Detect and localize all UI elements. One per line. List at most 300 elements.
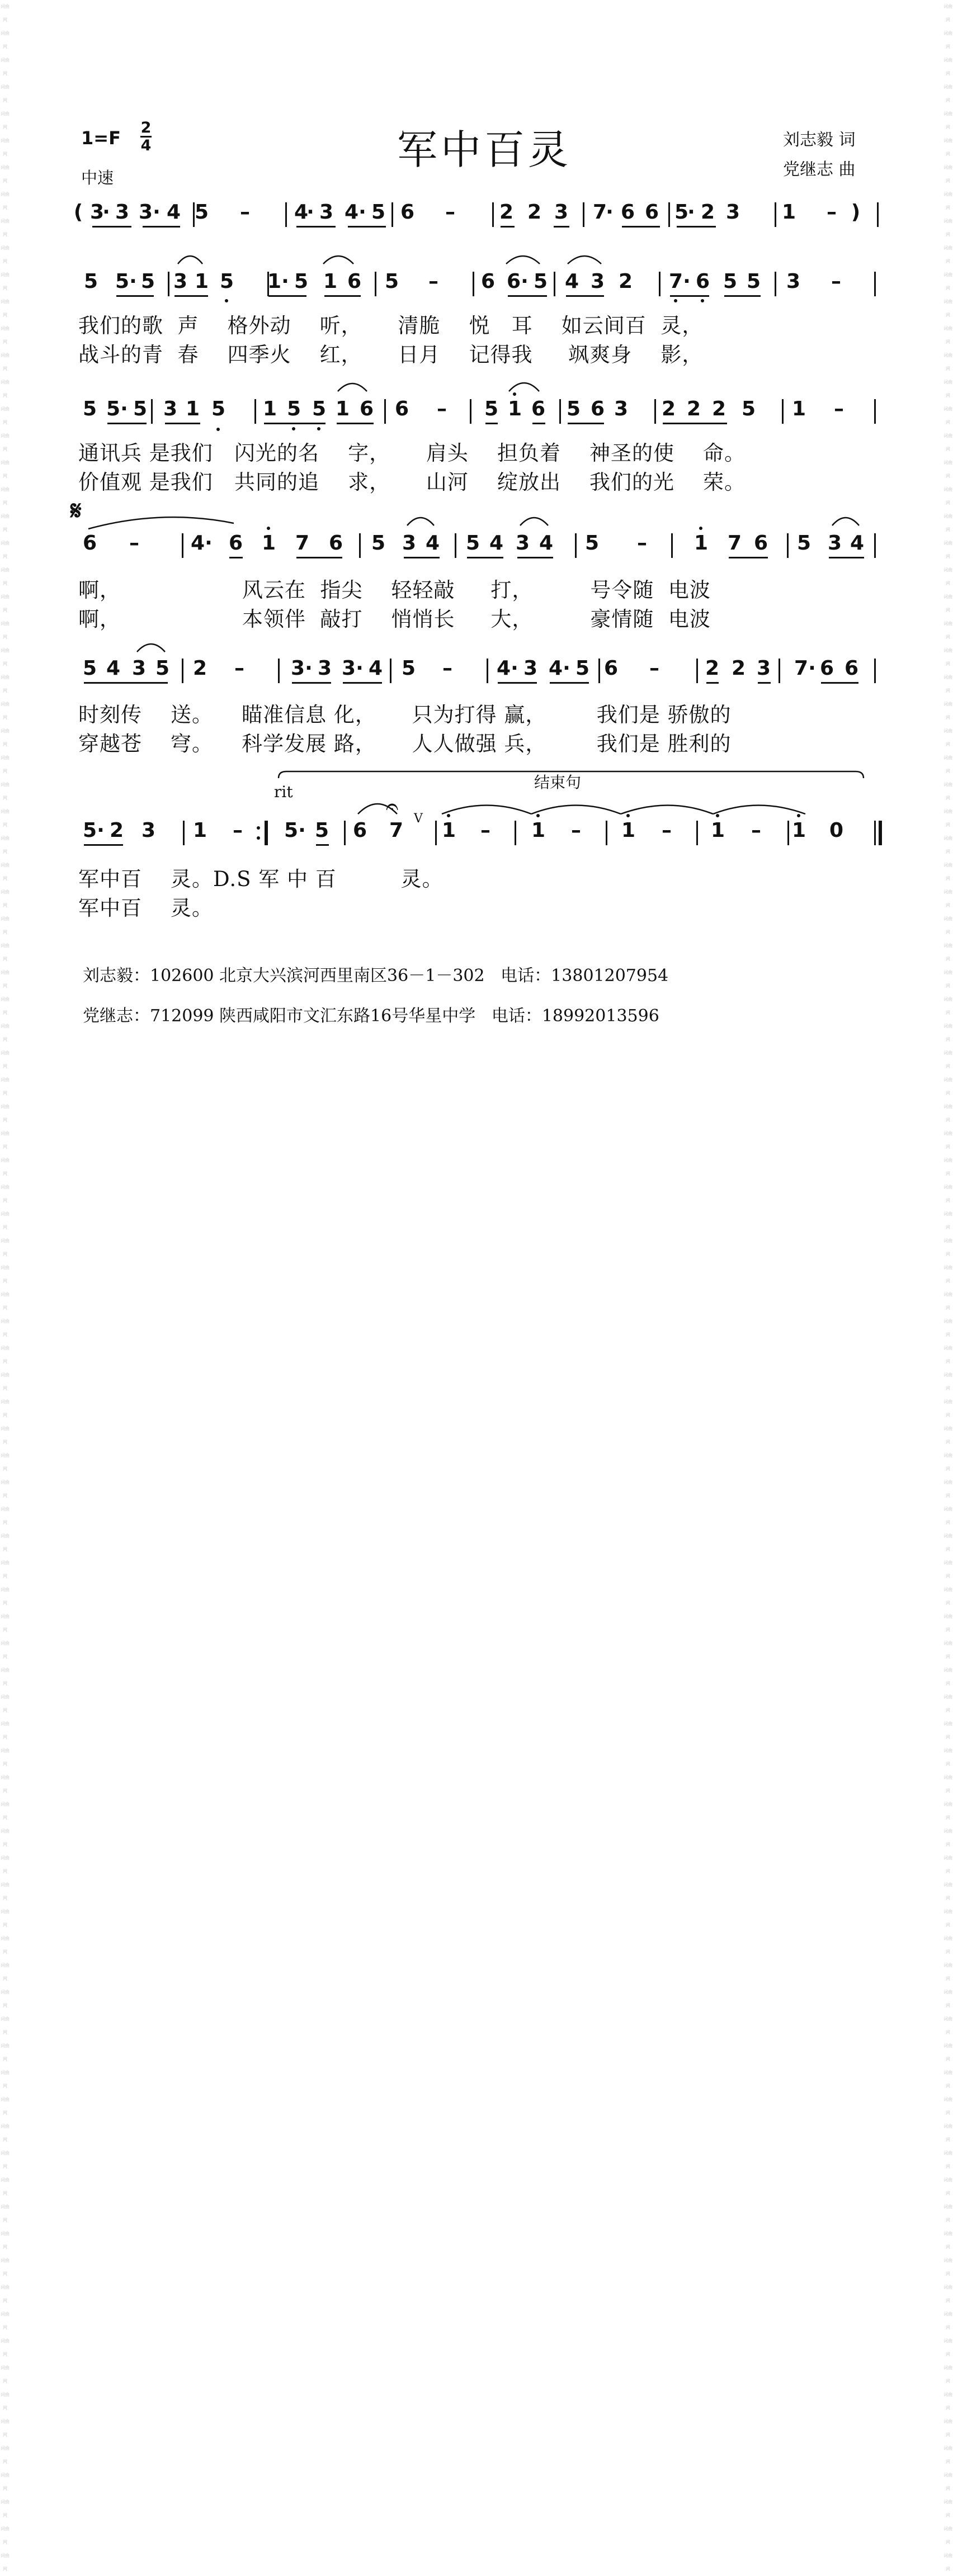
watermark-text: 词曲网 [1,2312,10,2330]
lyrics-line-4a: 啊， 风云在 指尖 轻轻敲 打， 号令随 电波 [78,578,711,602]
watermark-text: 词曲网 [943,1614,952,1632]
watermark-text: 词曲网 [943,943,952,962]
watermark-text: 词曲网 [943,594,952,613]
watermark-text: 词曲网 [943,1909,952,1928]
note: 3 [163,397,178,420]
slur [338,383,367,391]
watermark-text: 词曲网 [1,2526,10,2545]
watermark-text: 词曲网 [943,1802,952,1820]
note: 3 [757,657,771,680]
watermark-text: 词曲网 [1,138,10,157]
watermark-text: 词曲网 [1,1668,10,1686]
note: – [831,270,841,293]
note: 3 [402,532,417,555]
watermark-text: 词曲网 [1,2285,10,2303]
watermark-text: 词曲网 [943,433,952,452]
note: 6 [481,270,496,293]
note: · [687,201,695,224]
watermark-text: 词曲网 [943,272,952,291]
note: · [808,657,816,680]
watermark-text: 词曲网 [1,2553,10,2572]
note: – [834,397,844,420]
note: – [751,819,761,842]
watermark-text: 词曲网 [1,1024,10,1042]
note: 6 [83,532,97,555]
note: 5 [585,532,600,555]
watermark-text: 词曲网 [943,192,952,210]
note: 6 [347,270,362,293]
watermark-text: 词曲网 [943,1587,952,1606]
note: – [240,201,250,224]
note: 6 [604,657,619,680]
ending-bracket [279,771,864,778]
note: 2 [701,201,715,224]
watermark-text: 词曲网 [1,2177,10,2196]
note: 5 [484,397,499,420]
note: · [306,201,314,224]
note: · [358,201,366,224]
note: – [637,532,647,555]
watermark-text: 词曲网 [943,2285,952,2303]
note: 2 [110,819,124,842]
watermark-text: 词曲网 [1,514,10,532]
note: 1 [262,532,276,555]
watermark-text: 词曲网 [943,84,952,103]
note: · [511,657,518,680]
lyrics-line-2a: 我们的歌 声 格外动 听， 清脆 悦 耳 如云间百 灵， [78,314,704,338]
watermark-text: 词曲网 [1,1829,10,1847]
watermark-text: 词曲网 [943,1560,952,1579]
watermark-text: 词曲网 [943,1936,952,1954]
watermark-text: 词曲网 [943,970,952,988]
watermark-text: 词曲网 [1,1641,10,1659]
note: 6 [353,819,367,842]
watermark-text: 词曲网 [943,675,952,693]
watermark-text: 词曲网 [943,460,952,479]
watermark-text: 词曲网 [943,219,952,237]
slur [568,256,601,264]
note: 7 [669,270,683,293]
watermark-text: 词曲网 [1,2473,10,2491]
note: 5 [371,201,386,224]
watermark-text: 词曲网 [943,380,952,398]
note: 1 [508,397,522,420]
watermark-text: 词曲网 [1,353,10,371]
watermark-text: 词曲网 [943,2151,952,2169]
note: 0 [829,819,844,842]
note: 5 [284,819,299,842]
watermark-text: 词曲网 [943,1238,952,1257]
note: – [662,819,672,842]
slur [442,806,531,815]
note: 5 [84,270,98,293]
watermark-text: 词曲网 [943,2419,952,2437]
watermark-text: 词曲网 [1,1963,10,1981]
note: 2 [687,397,701,420]
slur [358,804,397,814]
note: 3 [516,532,530,555]
watermark-text: 词曲网 [1,2097,10,2115]
watermark-text: 词曲网 [943,299,952,318]
watermark-text: 词曲网 [1,1292,10,1310]
watermark-text: 词曲网 [1,1990,10,2008]
rit-marking: rit [274,783,293,801]
watermark-text: 词曲网 [943,31,952,49]
watermark-text: 词曲网 [943,916,952,935]
lyrics-line-5b: 穿越苍 穹。 科学发展 路， 人人做强 兵， 我们是 胜利的 [78,732,732,756]
note: 6 [360,397,374,420]
note: 5 [402,657,416,680]
note: 4 [489,532,504,555]
note: 1 [263,397,277,420]
watermark-text: 词曲网 [943,1399,952,1418]
watermark-text: 词曲网 [943,165,952,183]
watermark-text: 词曲网 [943,1050,952,1069]
note: 7 [794,657,809,680]
note: 2 [499,201,514,224]
note: 5 [466,532,480,555]
watermark-text: 词曲网 [943,1668,952,1686]
watermark-text: 词曲网 [1,1211,10,1230]
watermark-text: 词曲网 [943,1963,952,1981]
note: 6 [696,270,710,293]
watermark-text: 词曲网 [943,1775,952,1793]
watermark-text: 词曲网 [943,514,952,532]
note: 1 [336,397,350,420]
note: 2 [527,201,542,224]
note: · [305,657,313,680]
note: 5 [220,270,234,293]
note: 3 [319,201,334,224]
slur [506,256,540,264]
note: · [205,532,213,555]
watermark-text: 词曲网 [1,84,10,103]
note: 2 [662,397,676,420]
watermark-text: 词曲网 [1,1721,10,1740]
watermark-text: 词曲网 [943,2392,952,2411]
lyrics-line-2b: 战斗的青 春 四季火 红， 日月 记得我 飒爽身 影， [78,343,704,367]
note: 5 [287,397,301,420]
watermark-text: 词曲网 [943,1721,952,1740]
watermark-text: 词曲网 [1,1453,10,1471]
note: · [683,270,691,293]
watermark-text: 词曲网 [943,353,952,371]
note: · [102,201,110,224]
watermark-text: 词曲网 [1,1265,10,1284]
lyrics-line-5a: 时刻传 送。 瞄准信息 化， 只为打得 赢， 我们是 骄傲的 [78,703,732,727]
note: 5 [133,397,148,420]
footer-contact-composer: 党继志：712099 陕西咸阳市文汇东路16号华星中学 电话：18992013596 [83,1006,659,1026]
page-title: 军中百灵 [397,126,572,173]
note: 5 [83,657,97,680]
note: 5 [575,657,590,680]
note: 6 [845,657,859,680]
tempo-marking: 中速 [81,168,114,187]
note: ) [851,201,861,224]
watermark-text: 词曲网 [943,809,952,827]
slur [713,806,805,815]
note: 6 [645,201,659,224]
watermark-text: 词曲网 [1,1909,10,1928]
watermark-text: 词曲网 [1,2392,10,2411]
slur [621,806,713,815]
note: ( [73,201,83,224]
lyrics-line-3a: 通讯兵 是我们 闪光的名 字， 肩头 担负着 神圣的使 命。 [78,441,746,465]
note: · [153,201,161,224]
watermark-text: 词曲网 [943,326,952,344]
note: 5 [195,201,209,224]
note: 4 [345,201,359,224]
note: 1 [442,819,456,842]
watermark-text: 词曲网 [1,2151,10,2169]
watermark-text: 词曲网 [1,1158,10,1176]
watermark-text: 词曲网 [943,541,952,559]
note: 2 [712,397,726,420]
watermark-text: 词曲网 [1,1399,10,1418]
slur [88,517,234,529]
note: 1 [782,201,796,224]
note: 5 [312,397,327,420]
watermark-text: 词曲网 [943,2499,952,2518]
note: · [129,270,137,293]
watermark-text: 词曲网 [1,943,10,962]
note: 3 [139,201,153,224]
watermark-text: 词曲网 [943,836,952,854]
note: 3 [726,201,740,224]
segno-sign: 𝄋 [70,495,82,525]
watermark-text: 词曲网 [943,1077,952,1096]
watermark-text: 词曲网 [943,728,952,747]
watermark-text: 词曲网 [1,1346,10,1364]
watermark-text: 词曲网 [1,541,10,559]
note: 5 [567,397,581,420]
watermark-text: 词曲网 [943,863,952,881]
note: 2 [705,657,720,680]
watermark-text: 词曲网 [943,2070,952,2089]
watermark-text: 词曲网 [1,2043,10,2062]
watermark-text: 词曲网 [1,782,10,801]
note: 5 [315,819,329,842]
watermark-text: 词曲网 [943,1319,952,1337]
note: 5 [723,270,738,293]
note: – [445,201,455,224]
watermark-text: 词曲网 [943,1372,952,1391]
watermark-text: 词曲网 [1,1855,10,1874]
watermark-text: 词曲网 [943,1131,952,1149]
note: 7 [728,532,742,555]
note: – [480,819,490,842]
note: 4 [565,270,579,293]
watermark-text: 词曲网 [1,755,10,774]
slur [178,256,202,264]
note: – [437,397,447,420]
note: 5 [797,532,812,555]
watermark-text: 词曲网 [943,1748,952,1767]
watermark-text: 词曲网 [943,1882,952,1901]
key-signature: 1=F [81,127,121,149]
watermark-text: 词曲网 [943,755,952,774]
watermark-text: 词曲网 [943,702,952,720]
note: 1 [792,819,806,842]
watermark-text: 词曲网 [943,2312,952,2330]
watermark-text: 词曲网 [943,2204,952,2223]
note: 1 [195,270,209,293]
watermark-text: 词曲网 [1,1426,10,1445]
note: 6 [400,201,415,224]
lyrics-line-6a: 军中百 灵。D.S 军 中 百 灵。 [78,867,444,891]
note: 3 [591,270,605,293]
watermark-text: 词曲网 [943,1104,952,1123]
note: – [442,657,452,680]
watermark-text: 词曲网 [943,1426,952,1445]
watermark-text: 词曲网 [1,219,10,237]
note: 3 [115,201,130,224]
watermark-text: 词曲网 [1,863,10,881]
watermark-text: 词曲网 [1,1185,10,1203]
note: – [233,819,243,842]
watermark-text: 词曲网 [943,2258,952,2276]
watermark-text: 词曲网 [943,2553,952,2572]
note: 2 [732,657,746,680]
watermark-text: 词曲网 [1,1050,10,1069]
note: – [827,201,837,224]
watermark-text: 词曲网 [1,2258,10,2276]
slur [832,518,859,525]
watermark-text: 词曲网 [1,1694,10,1713]
watermark-text: 词曲网 [943,1158,952,1176]
watermark-text: 词曲网 [943,406,952,425]
watermark-text: 词曲网 [1,1480,10,1498]
lyrics-line-6b: 军中百 灵。 [78,896,214,920]
note: · [356,657,364,680]
watermark-text: 词曲网 [943,1990,952,2008]
watermark-text: 词曲网 [1,1507,10,1525]
note: – [129,532,139,555]
watermark-text: 词曲网 [1,487,10,505]
watermark-text: 词曲网 [943,1185,952,1203]
watermark-text: 词曲网 [1,567,10,586]
note: – [649,657,659,680]
watermark-text: 词曲网 [943,1855,952,1874]
note: 6 [229,532,243,555]
watermark-text: 词曲网 [1,970,10,988]
note: 4 [549,657,563,680]
watermark-text: 词曲网 [1,380,10,398]
note: 5 [747,270,761,293]
watermark-text: 词曲网 [1,433,10,452]
watermark-text: 词曲网 [1,1614,10,1632]
note: 5 [385,270,399,293]
note: · [563,657,570,680]
note: 2 [193,657,207,680]
note: 6 [531,397,546,420]
watermark-text: 词曲网 [943,2231,952,2250]
watermark-text: 词曲网 [943,621,952,640]
note: 5 [534,270,548,293]
watermark-text: 词曲网 [1,58,10,76]
note: 5 [674,201,689,224]
watermark-text: 词曲网 [943,648,952,666]
watermark-text: 词曲网 [1,728,10,747]
watermark-text: 词曲网 [1,192,10,210]
watermark-text: 词曲网 [1,1533,10,1552]
watermark-text: 词曲网 [1,1775,10,1793]
note: 6 [329,532,343,555]
breath-mark: V [414,812,423,826]
note: 6 [621,201,635,224]
note: 4 [850,532,865,555]
watermark-text: 词曲网 [943,4,952,22]
watermark-text: 词曲网 [1,1882,10,1901]
note: 5 [211,397,226,420]
note: 3 [318,657,332,680]
note: · [97,819,105,842]
watermark-text: 词曲网 [943,2043,952,2062]
note: 7 [295,532,310,555]
time-denominator: 4 [140,137,152,154]
watermark-text: 词曲网 [1,702,10,720]
watermark-text: 词曲网 [1,809,10,827]
watermark-text: 词曲网 [943,2338,952,2357]
watermark-text: 词曲网 [943,567,952,586]
watermark-text: 词曲网 [943,2097,952,2115]
lyricist-credit: 刘志毅 词 [783,130,856,150]
note: – [428,270,438,293]
watermark-text: 词曲网 [1,997,10,1015]
note: 6 [591,397,605,420]
watermark-text: 词曲网 [1,1372,10,1391]
watermark-text: 词曲网 [1,1936,10,1954]
watermark-text: 词曲网 [1,621,10,640]
watermark-text: 词曲网 [1,1748,10,1767]
fermata-sign: 𝄐 [386,794,399,820]
watermark-text: 词曲网 [1,326,10,344]
note: 3 [614,397,629,420]
lyrics-line-4b: 啊， 本领伴 敲打 悄悄长 大， 豪情随 电波 [78,607,711,631]
slur [323,256,353,264]
watermark-text: 词曲网 [1,1131,10,1149]
note: 7 [389,819,404,842]
note: 4 [167,201,181,224]
watermark-text: 词曲网 [1,1802,10,1820]
watermark-text: 词曲网 [943,2473,952,2491]
watermark-text: 词曲网 [943,2446,952,2464]
watermark-text: 词曲网 [943,1533,952,1552]
note: 1 [792,397,806,420]
watermark-text: 词曲网 [943,58,952,76]
note: – [571,819,581,842]
watermark-text: 词曲网 [1,272,10,291]
watermark-text: 词曲网 [943,889,952,908]
watermark-text: 词曲网 [1,2124,10,2142]
watermark-text: 词曲网 [943,1292,952,1310]
note: 2 [619,270,633,293]
note: 5 [83,819,97,842]
note: · [606,201,614,224]
note: · [120,397,128,420]
note: 5 [141,270,155,293]
note: 4 [369,657,383,680]
note: · [521,270,529,293]
watermark-text: 词曲网 [1,916,10,935]
watermark-text: 词曲网 [943,245,952,264]
watermark-text: 词曲网 [943,2124,952,2142]
note: 6 [507,270,521,293]
note: 4 [539,532,554,555]
note: 3 [90,201,105,224]
footer-contact-lyricist: 刘志毅：102600 北京大兴滨河西里南区36－1－302 电话：13801207954 [83,966,669,986]
watermark-text: 词曲网 [1,111,10,130]
